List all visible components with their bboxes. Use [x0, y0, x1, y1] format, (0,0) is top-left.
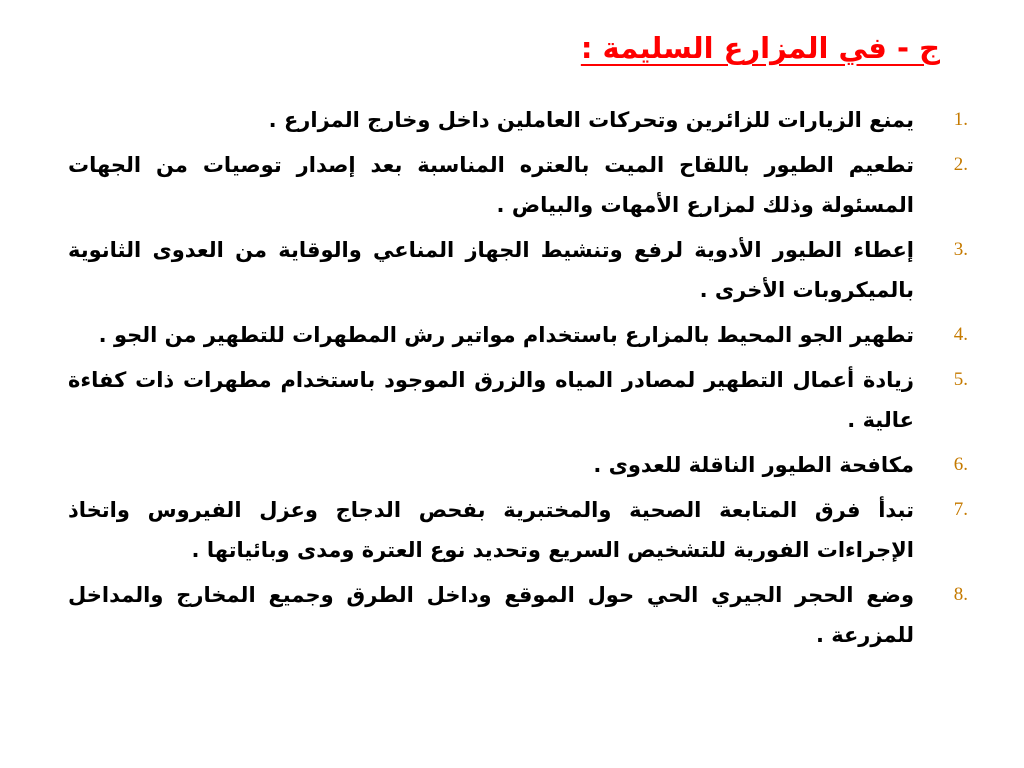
list-item — [68, 230, 968, 310]
list-item — [68, 100, 968, 140]
slide-title: ج - في المزارع السليمة : — [580, 31, 940, 65]
item-text: يمنع الزيارات للزائرين وتحركات العاملين داخل وخارج المزارع . — [268, 108, 914, 132]
list-item — [68, 360, 968, 440]
item-number: 3. — [953, 239, 968, 260]
item-text: تطهير الجو المحيط بالمزارع باستخدام مواتير رش المطهرات للتطهير من الجو . — [98, 323, 914, 347]
item-number: 5. — [953, 369, 968, 390]
item-text: وضع الحجر الجيري الحي حول الموقع وداخل الطرق وجميع المخارج والمداخل للمزرعة . — [68, 583, 914, 647]
item-number: 4. — [953, 324, 968, 345]
list-item — [68, 445, 968, 485]
list-item — [68, 315, 968, 355]
numbered-list — [68, 100, 968, 660]
item-text: زيادة أعمال التطهير لمصادر المياه والزرق الموجود باستخدام مطهرات ذات كفاءة عالية . — [68, 368, 914, 432]
item-number: 2. — [953, 154, 968, 175]
item-text: مكافحة الطيور الناقلة للعدوى . — [593, 453, 914, 477]
item-text: إعطاء الطيور الأدوية لرفع وتنشيط الجهاز المناعي والوقاية من العدوى الثانوية بالميكروبات الأخرى . — [68, 238, 914, 302]
list-item — [68, 145, 968, 225]
item-number: 7. — [953, 499, 968, 520]
item-number: 6. — [953, 454, 968, 475]
list-item — [68, 575, 968, 655]
item-number: 8. — [953, 584, 968, 605]
item-text: تطعيم الطيور باللقاح الميت بالعتره المناسبة بعد إصدار توصيات من الجهات المسئولة وذلك لمزارع الأمهات والبياض . — [68, 153, 914, 217]
item-number: 1. — [953, 109, 968, 130]
item-text: تبدأ فرق المتابعة الصحية والمختبرية بفحص الدجاج وعزل الفيروس واتخاذ الإجراءات الفورية للتشخيص السريع وتحديد نوع العترة ومدى وبائياتها . — [68, 498, 914, 562]
list-item — [68, 490, 968, 570]
